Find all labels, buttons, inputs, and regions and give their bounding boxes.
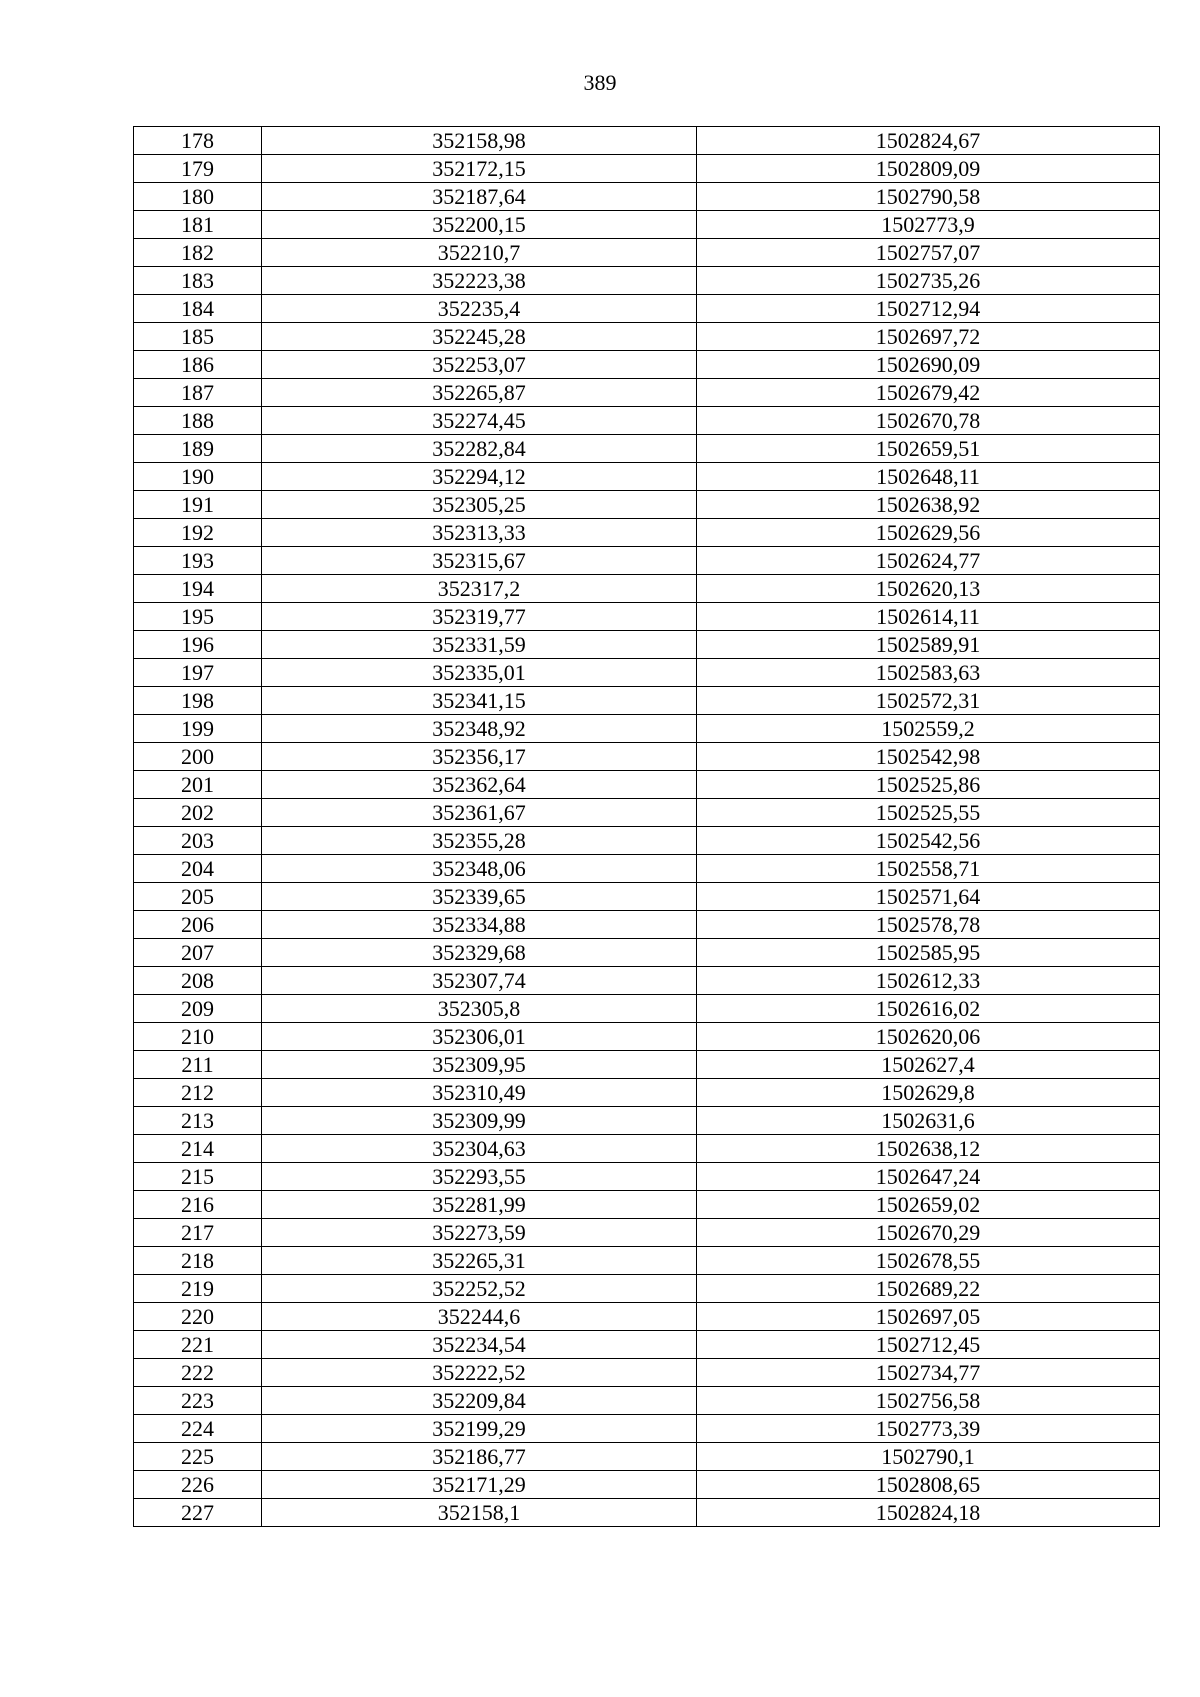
table-row [134,491,1160,519]
table-row [134,127,1160,155]
table-row [134,995,1160,1023]
table-row [134,1163,1160,1191]
point-number-cell: 178 [134,127,262,155]
x-coordinate-cell: 352222,52 [262,1359,697,1387]
table-row [134,183,1160,211]
table-row [134,603,1160,631]
point-number-cell: 208 [134,967,262,995]
table-row [134,1471,1160,1499]
point-number-cell: 212 [134,1079,262,1107]
x-coordinate-cell: 352199,29 [262,1415,697,1443]
y-coordinate-cell: 1502620,13 [697,575,1160,603]
table-row [134,1023,1160,1051]
x-coordinate-cell: 352223,38 [262,267,697,295]
table-row [134,1331,1160,1359]
point-number-cell: 226 [134,1471,262,1499]
point-number-cell: 179 [134,155,262,183]
y-coordinate-cell: 1502629,8 [697,1079,1160,1107]
y-coordinate-cell: 1502757,07 [697,239,1160,267]
table-row [134,1415,1160,1443]
y-coordinate-cell: 1502659,02 [697,1191,1160,1219]
y-coordinate-cell: 1502679,42 [697,379,1160,407]
x-coordinate-cell: 352341,15 [262,687,697,715]
table-row [134,1107,1160,1135]
x-coordinate-cell: 352304,63 [262,1135,697,1163]
point-number-cell: 194 [134,575,262,603]
y-coordinate-cell: 1502559,2 [697,715,1160,743]
x-coordinate-cell: 352273,59 [262,1219,697,1247]
x-coordinate-cell: 352281,99 [262,1191,697,1219]
x-coordinate-cell: 352158,1 [262,1499,697,1527]
table-row [134,1247,1160,1275]
table-row [134,967,1160,995]
x-coordinate-cell: 352282,84 [262,435,697,463]
table-row [134,743,1160,771]
table-row [134,1499,1160,1527]
x-coordinate-cell: 352274,45 [262,407,697,435]
point-number-cell: 185 [134,323,262,351]
point-number-cell: 217 [134,1219,262,1247]
y-coordinate-cell: 1502734,77 [697,1359,1160,1387]
table-row [134,883,1160,911]
x-coordinate-cell: 352252,52 [262,1275,697,1303]
x-coordinate-cell: 352315,67 [262,547,697,575]
table-row [134,911,1160,939]
x-coordinate-cell: 352331,59 [262,631,697,659]
table-row [134,407,1160,435]
point-number-cell: 184 [134,295,262,323]
x-coordinate-cell: 352305,25 [262,491,697,519]
y-coordinate-cell: 1502616,02 [697,995,1160,1023]
point-number-cell: 201 [134,771,262,799]
point-number-cell: 196 [134,631,262,659]
y-coordinate-cell: 1502638,92 [697,491,1160,519]
y-coordinate-cell: 1502525,86 [697,771,1160,799]
table-row [134,1219,1160,1247]
x-coordinate-cell: 352186,77 [262,1443,697,1471]
point-number-cell: 216 [134,1191,262,1219]
x-coordinate-cell: 352171,29 [262,1471,697,1499]
table-row [134,827,1160,855]
point-number-cell: 219 [134,1275,262,1303]
table-row [134,351,1160,379]
y-coordinate-cell: 1502712,45 [697,1331,1160,1359]
x-coordinate-cell: 352362,64 [262,771,697,799]
x-coordinate-cell: 352265,87 [262,379,697,407]
point-number-cell: 189 [134,435,262,463]
x-coordinate-cell: 352307,74 [262,967,697,995]
y-coordinate-cell: 1502638,12 [697,1135,1160,1163]
y-coordinate-cell: 1502589,91 [697,631,1160,659]
x-coordinate-cell: 352172,15 [262,155,697,183]
point-number-cell: 205 [134,883,262,911]
x-coordinate-cell: 352309,99 [262,1107,697,1135]
point-number-cell: 190 [134,463,262,491]
y-coordinate-cell: 1502572,31 [697,687,1160,715]
x-coordinate-cell: 352200,15 [262,211,697,239]
y-coordinate-cell: 1502525,55 [697,799,1160,827]
x-coordinate-cell: 352245,28 [262,323,697,351]
y-coordinate-cell: 1502824,67 [697,127,1160,155]
x-coordinate-cell: 352209,84 [262,1387,697,1415]
table-row [134,575,1160,603]
y-coordinate-cell: 1502697,05 [697,1303,1160,1331]
table-row [134,323,1160,351]
point-number-cell: 209 [134,995,262,1023]
table-row [134,1051,1160,1079]
y-coordinate-cell: 1502647,24 [697,1163,1160,1191]
point-number-cell: 195 [134,603,262,631]
y-coordinate-cell: 1502659,51 [697,435,1160,463]
point-number-cell: 197 [134,659,262,687]
y-coordinate-cell: 1502808,65 [697,1471,1160,1499]
x-coordinate-cell: 352305,8 [262,995,697,1023]
point-number-cell: 214 [134,1135,262,1163]
x-coordinate-cell: 352158,98 [262,127,697,155]
table-row [134,547,1160,575]
point-number-cell: 180 [134,183,262,211]
table-row [134,379,1160,407]
y-coordinate-cell: 1502585,95 [697,939,1160,967]
point-number-cell: 188 [134,407,262,435]
point-number-cell: 193 [134,547,262,575]
y-coordinate-cell: 1502648,11 [697,463,1160,491]
table-row [134,211,1160,239]
coordinates-table-body [134,127,1160,1527]
y-coordinate-cell: 1502631,6 [697,1107,1160,1135]
y-coordinate-cell: 1502773,39 [697,1415,1160,1443]
table-row [134,1079,1160,1107]
y-coordinate-cell: 1502824,18 [697,1499,1160,1527]
table-row [134,435,1160,463]
table-row [134,799,1160,827]
y-coordinate-cell: 1502756,58 [697,1387,1160,1415]
table-row [134,519,1160,547]
point-number-cell: 186 [134,351,262,379]
table-row [134,155,1160,183]
x-coordinate-cell: 352210,7 [262,239,697,267]
y-coordinate-cell: 1502689,22 [697,1275,1160,1303]
point-number-cell: 200 [134,743,262,771]
point-number-cell: 211 [134,1051,262,1079]
page-number: 389 [583,70,617,95]
x-coordinate-cell: 352319,77 [262,603,697,631]
table-row [134,1275,1160,1303]
table-row [134,715,1160,743]
x-coordinate-cell: 352361,67 [262,799,697,827]
y-coordinate-cell: 1502735,26 [697,267,1160,295]
x-coordinate-cell: 352309,95 [262,1051,697,1079]
coordinates-table [133,126,1160,1527]
point-number-cell: 223 [134,1387,262,1415]
x-coordinate-cell: 352235,4 [262,295,697,323]
y-coordinate-cell: 1502790,1 [697,1443,1160,1471]
table-row [134,1303,1160,1331]
x-coordinate-cell: 352348,92 [262,715,697,743]
x-coordinate-cell: 352317,2 [262,575,697,603]
point-number-cell: 225 [134,1443,262,1471]
x-coordinate-cell: 352294,12 [262,463,697,491]
table-row [134,659,1160,687]
point-number-cell: 183 [134,267,262,295]
y-coordinate-cell: 1502612,33 [697,967,1160,995]
table-row [134,855,1160,883]
y-coordinate-cell: 1502670,29 [697,1219,1160,1247]
point-number-cell: 213 [134,1107,262,1135]
point-number-cell: 187 [134,379,262,407]
x-coordinate-cell: 352293,55 [262,1163,697,1191]
point-number-cell: 222 [134,1359,262,1387]
x-coordinate-cell: 352234,54 [262,1331,697,1359]
point-number-cell: 181 [134,211,262,239]
point-number-cell: 204 [134,855,262,883]
x-coordinate-cell: 352348,06 [262,855,697,883]
y-coordinate-cell: 1502629,56 [697,519,1160,547]
point-number-cell: 182 [134,239,262,267]
table-row [134,1387,1160,1415]
point-number-cell: 203 [134,827,262,855]
point-number-cell: 207 [134,939,262,967]
x-coordinate-cell: 352334,88 [262,911,697,939]
y-coordinate-cell: 1502790,58 [697,183,1160,211]
point-number-cell: 192 [134,519,262,547]
table-row [134,463,1160,491]
table-row [134,939,1160,967]
x-coordinate-cell: 352356,17 [262,743,697,771]
x-coordinate-cell: 352335,01 [262,659,697,687]
point-number-cell: 206 [134,911,262,939]
table-row [134,295,1160,323]
y-coordinate-cell: 1502773,9 [697,211,1160,239]
x-coordinate-cell: 352310,49 [262,1079,697,1107]
table-row [134,771,1160,799]
y-coordinate-cell: 1502542,56 [697,827,1160,855]
y-coordinate-cell: 1502558,71 [697,855,1160,883]
y-coordinate-cell: 1502809,09 [697,155,1160,183]
point-number-cell: 202 [134,799,262,827]
y-coordinate-cell: 1502712,94 [697,295,1160,323]
table-row [134,1191,1160,1219]
table-row [134,239,1160,267]
y-coordinate-cell: 1502620,06 [697,1023,1160,1051]
point-number-cell: 221 [134,1331,262,1359]
point-number-cell: 224 [134,1415,262,1443]
x-coordinate-cell: 352339,65 [262,883,697,911]
y-coordinate-cell: 1502614,11 [697,603,1160,631]
y-coordinate-cell: 1502624,77 [697,547,1160,575]
y-coordinate-cell: 1502670,78 [697,407,1160,435]
table-row [134,267,1160,295]
x-coordinate-cell: 352253,07 [262,351,697,379]
table-row [134,1359,1160,1387]
point-number-cell: 220 [134,1303,262,1331]
x-coordinate-cell: 352355,28 [262,827,697,855]
y-coordinate-cell: 1502627,4 [697,1051,1160,1079]
table-row [134,631,1160,659]
x-coordinate-cell: 352329,68 [262,939,697,967]
y-coordinate-cell: 1502571,64 [697,883,1160,911]
y-coordinate-cell: 1502678,55 [697,1247,1160,1275]
y-coordinate-cell: 1502690,09 [697,351,1160,379]
point-number-cell: 210 [134,1023,262,1051]
table-row [134,1135,1160,1163]
point-number-cell: 198 [134,687,262,715]
x-coordinate-cell: 352244,6 [262,1303,697,1331]
y-coordinate-cell: 1502583,63 [697,659,1160,687]
x-coordinate-cell: 352313,33 [262,519,697,547]
y-coordinate-cell: 1502697,72 [697,323,1160,351]
point-number-cell: 227 [134,1499,262,1527]
x-coordinate-cell: 352187,64 [262,183,697,211]
point-number-cell: 199 [134,715,262,743]
x-coordinate-cell: 352265,31 [262,1247,697,1275]
table-row [134,687,1160,715]
point-number-cell: 191 [134,491,262,519]
table-row [134,1443,1160,1471]
point-number-cell: 215 [134,1163,262,1191]
y-coordinate-cell: 1502578,78 [697,911,1160,939]
y-coordinate-cell: 1502542,98 [697,743,1160,771]
point-number-cell: 218 [134,1247,262,1275]
x-coordinate-cell: 352306,01 [262,1023,697,1051]
